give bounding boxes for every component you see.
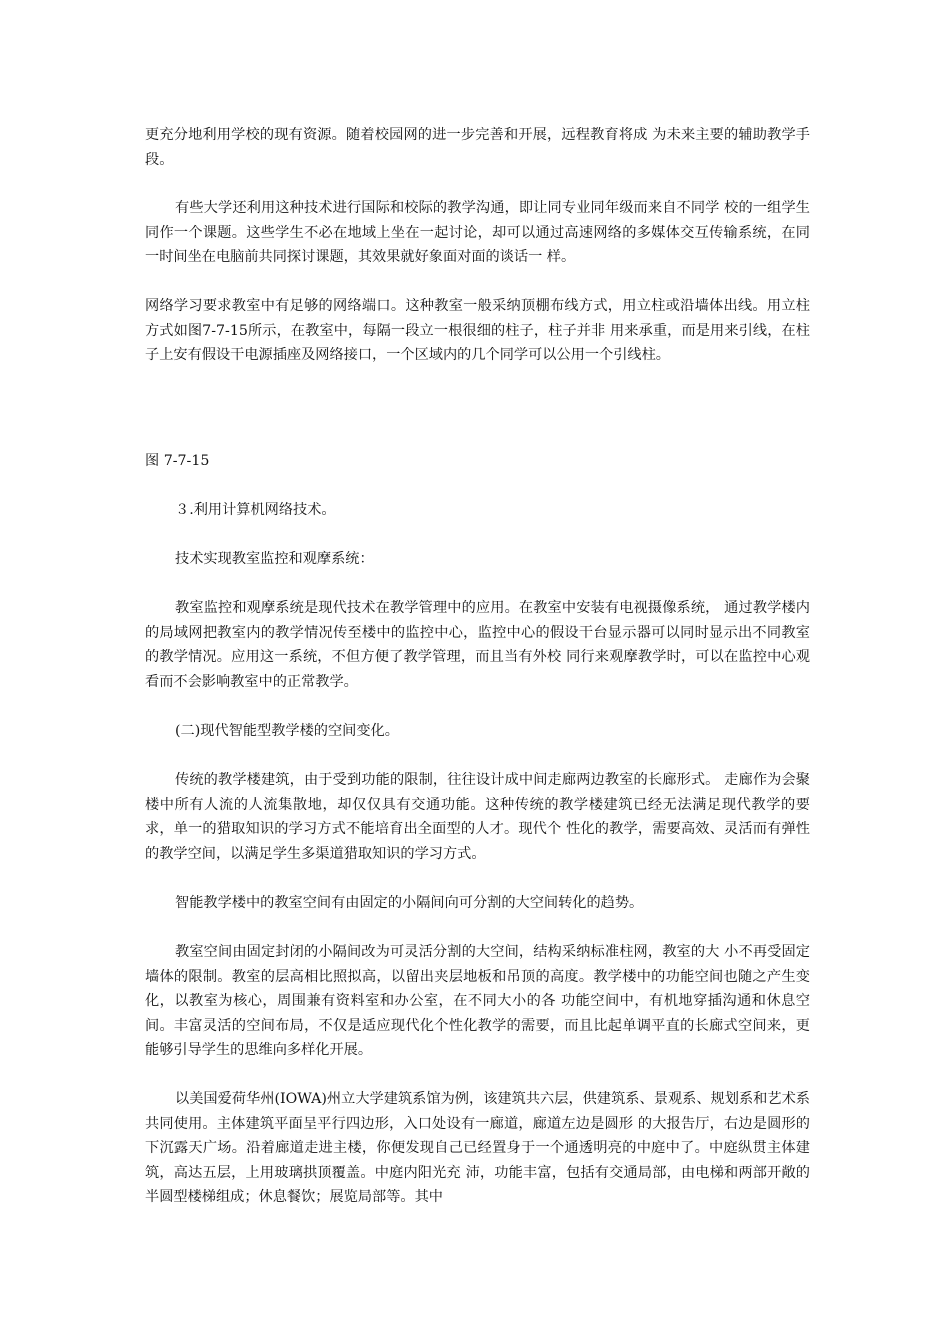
paragraph-iowa-example: 以美国爱荷华州(IOWA)州立大学建筑系馆为例，该建筑共六层，供建筑系、景观系、规划系和艺术系共同使用。主体建筑平面呈平行四边形，入口处设有一廊道，廊道左边是圆形 的大报告厅，右边是圆形的下沉露天广场。沿着廊道走进主楼，你便发现自己已经置身于一个通透明亮的中庭中了。中庭纵贯主体建筑，高达五层，上用玻璃拱顶覆盖。中庭内阳光充 沛，功能丰富，包括有交通局部，由电梯和两部开敞的半圆型楼梯组成；休息餐饮；展览局部等。其中 [145, 1091, 810, 1205]
paragraph-flexible-space: 教室空间由固定封闭的小隔间改为可灵活分割的大空间，结构采纳标准柱网，教室的大 小不再受固定墙体的限制。教室的层高相比照拟高，以留出夹层地板和吊顶的高度。教学楼中的功能空间也随之产生变化，以教室为核心，周围兼有资料室和办公室，在不同大小的各 功能空间中，有机地穿插沟通和休息空间。丰富灵活的空间布局，不仅是适应现代化个性化教学的需要，而且比起单调平直的长廊式空间来，更能够引导学生的思维向多样化开展。 [145, 944, 810, 1058]
subheading-monitoring-system: 技术实现教室监控和观摩系统： [175, 551, 374, 567]
section-heading-space-change: (二)现代智能型教学楼的空间变化。 [175, 723, 399, 739]
paragraph-remote-education: 更充分地利用学校的现有资源。随着校园网的进一步完善和开展，远程教育将成 为未来主要的辅助教学手段。 [145, 127, 810, 168]
paragraph-space-trend: 智能教学楼中的教室空间有由固定的小隔间向可分割的大空间转化的趋势。 [175, 895, 644, 911]
paragraph-network-ports: 网络学习要求教室中有足够的网络端口。这种教室一般采纳顶棚布线方式，用立柱或沿墙体出线。用立柱方式如图7-7-15所示，在教室中，每隔一段立一根很细的柱子，柱子并非 用来承重，而是用来引线，在柱子上安有假设干电源插座及网络接口，一个区域内的几个同学可以公用一个引线柱。 [145, 298, 810, 363]
paragraph-monitoring-system: 教室监控和观摩系统是现代技术在教学管理中的应用。在教室中安装有电视摄像系统， 通过教学楼内的局域网把教室内的教学情况传至楼中的监控中心，监控中心的假设干台显示器可以同时显示出不同教室的教学情况。应用这一系统，不但方便了教学管理，而且当有外校 同行来观摩教学时，可以在监控中心观看而不会影响教室中的正常教学。 [145, 600, 810, 690]
paragraph-intercollegiate-communication: 有些大学还利用这种技术进行国际和校际的教学沟通，即让同专业同年级而来自不同学 校的一组学生同作一个课题。这些学生不必在地域上坐在一起讨论，却可以通过高速网络的多媒体交互传输系统，在同一时间坐在电脑前共同探讨课题，其效果就好象面对面的谈话一 样。 [145, 200, 810, 265]
paragraph-traditional-building: 传统的教学楼建筑，由于受到功能的限制，往往设计成中间走廊两边教室的长廊形式。 走廊作为会聚楼中所有人流的人流集散地，却仅仅具有交通功能。这种传统的教学楼建筑已经无法满足现代教学的要求，单一的猎取知识的学习方式不能培育出全面型的人才。现代个 性化的教学，需要高效、灵活而有弹性的教学空间，以满足学生多渠道猎取知识的学习方式。 [145, 772, 810, 862]
section-heading-computer-network: ３.利用计算机网络技术。 [175, 502, 336, 518]
figure-caption: 图 7-7-15 [145, 453, 210, 469]
